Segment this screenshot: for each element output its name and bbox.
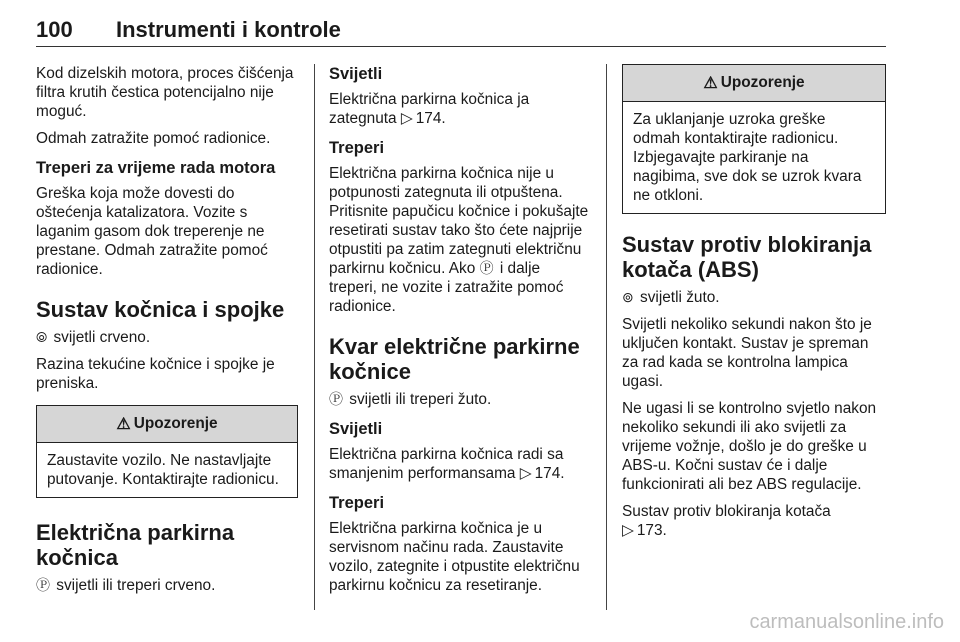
page-title: Instrumenti i kontrole (116, 17, 341, 42)
paragraph: Ne ugasi li se kontrolno svjetlo nakon nekoliko sekundi ili ako svijetli za vrijeme vožnje, došlo je do greške u ABS-u. Kočni sustav će i dalje funkcionirati ali bez ABS regulacije. (622, 400, 877, 493)
warning-text: Zaustavite vozilo. Ne nastavljajte putovanje. Kontaktirajte radionicu. (47, 452, 279, 488)
paragraph: Ⓟ svijetli ili treperi crveno. (36, 577, 216, 594)
paragraph: ⦾ svijetli crveno. (36, 329, 151, 346)
paragraph: Ⓟ svijetli ili treperi žuto. (329, 391, 492, 408)
paragraph: Kod dizelskih motora, proces čišćenja filtra krutih čestica potencijalno nije moguć. (36, 65, 294, 120)
paragraph: Razina tekućine kočnice i spojke je preniska. (36, 356, 275, 392)
paragraph: Električna parkirna kočnica ja zategnuta ▷ 174. (329, 91, 530, 127)
section-heading: Sustav kočnica i spojke (36, 297, 285, 322)
brake-warning-icon: ⦾ (36, 329, 48, 345)
subheading: Treperi (329, 494, 385, 512)
abs-icon: ⊚ (622, 289, 634, 305)
paragraph: Sustav protiv blokiranja kotača ▷ 173. (622, 503, 831, 539)
subheading: Treperi za vrijeme rada motora (36, 159, 276, 177)
page-ref-arrow-icon: ▷ (622, 522, 634, 539)
warning-text: Za uklanjanje uzroka greške odmah kontaktirajte radionicu. Izbjegavajte parkiranje na nagibima, sve dok se uzrok kvara ne otkloni. (633, 111, 862, 204)
page-ref-arrow-icon: ▷ (519, 465, 532, 482)
section-heading: Sustav protiv blokiranja kotača (ABS) (622, 232, 872, 282)
page-number: 100 (36, 17, 73, 42)
page-header (36, 0, 886, 47)
parking-brake-icon: Ⓟ (479, 260, 494, 276)
warning-header: ⚠ Upozorenje (623, 65, 885, 102)
column-3 (622, 64, 886, 548)
page-ref-arrow-icon: ▷ (400, 110, 413, 127)
subheading: Treperi (329, 139, 385, 157)
subheading: Svijetli (329, 65, 383, 83)
paragraph: Odmah zatražite pomoć radionice. (36, 130, 271, 147)
warning-box (622, 64, 886, 214)
subheading: Svijetli (329, 420, 383, 438)
paragraph: Greška koja može dovesti do oštećenja katalizatora. Vozite s laganim gasom dok treperenje ne prestane. Odmah zatražite pomoć radionice. (36, 185, 268, 278)
warning-header: ⚠ Upozorenje (37, 406, 297, 443)
watermark: carmanualsonline.info (749, 611, 944, 633)
paragraph: Svijetli nekoliko sekundi nakon što je uključen kontakt. Sustav je spreman za rad kada se kontrolna lampica ugasi. (622, 316, 872, 390)
section-heading: Kvar električne parkirne kočnice (329, 334, 580, 384)
paragraph: ⊚ svijetli žuto. (622, 289, 720, 306)
column-divider (606, 64, 607, 610)
section-heading: Električna parkirna kočnica (36, 520, 235, 570)
parking-brake-fault-icon: Ⓟ (329, 391, 343, 407)
paragraph: Električna parkirna kočnica radi sa smanjenim performansama ▷ 174. (329, 446, 565, 482)
warning-box (36, 405, 298, 498)
parking-brake-icon: Ⓟ (36, 577, 50, 593)
warning-triangle-icon: ⚠ (116, 416, 131, 433)
column-2 (329, 64, 591, 603)
warning-triangle-icon: ⚠ (703, 75, 718, 92)
column-1 (36, 64, 298, 603)
column-divider (314, 64, 315, 610)
paragraph: Električna parkirna kočnica je u servisnom načinu rada. Zaustavite vozilo, zategnite i otpustite električnu parkirnu kočnicu za resetiranje. (329, 520, 580, 594)
paragraph: Električna parkirna kočnica nije u potpunosti zategnuta ili otpuštena. Pritisnite papučicu kočnice i pokušajte resetirati sustav tako što ćete najprije otpustiti pa zatim zategnuti električnu parkirnu kočnicu. Ako Ⓟ i dalje treperi, ne vozite i zatražite pomoć radionice. (329, 165, 589, 315)
